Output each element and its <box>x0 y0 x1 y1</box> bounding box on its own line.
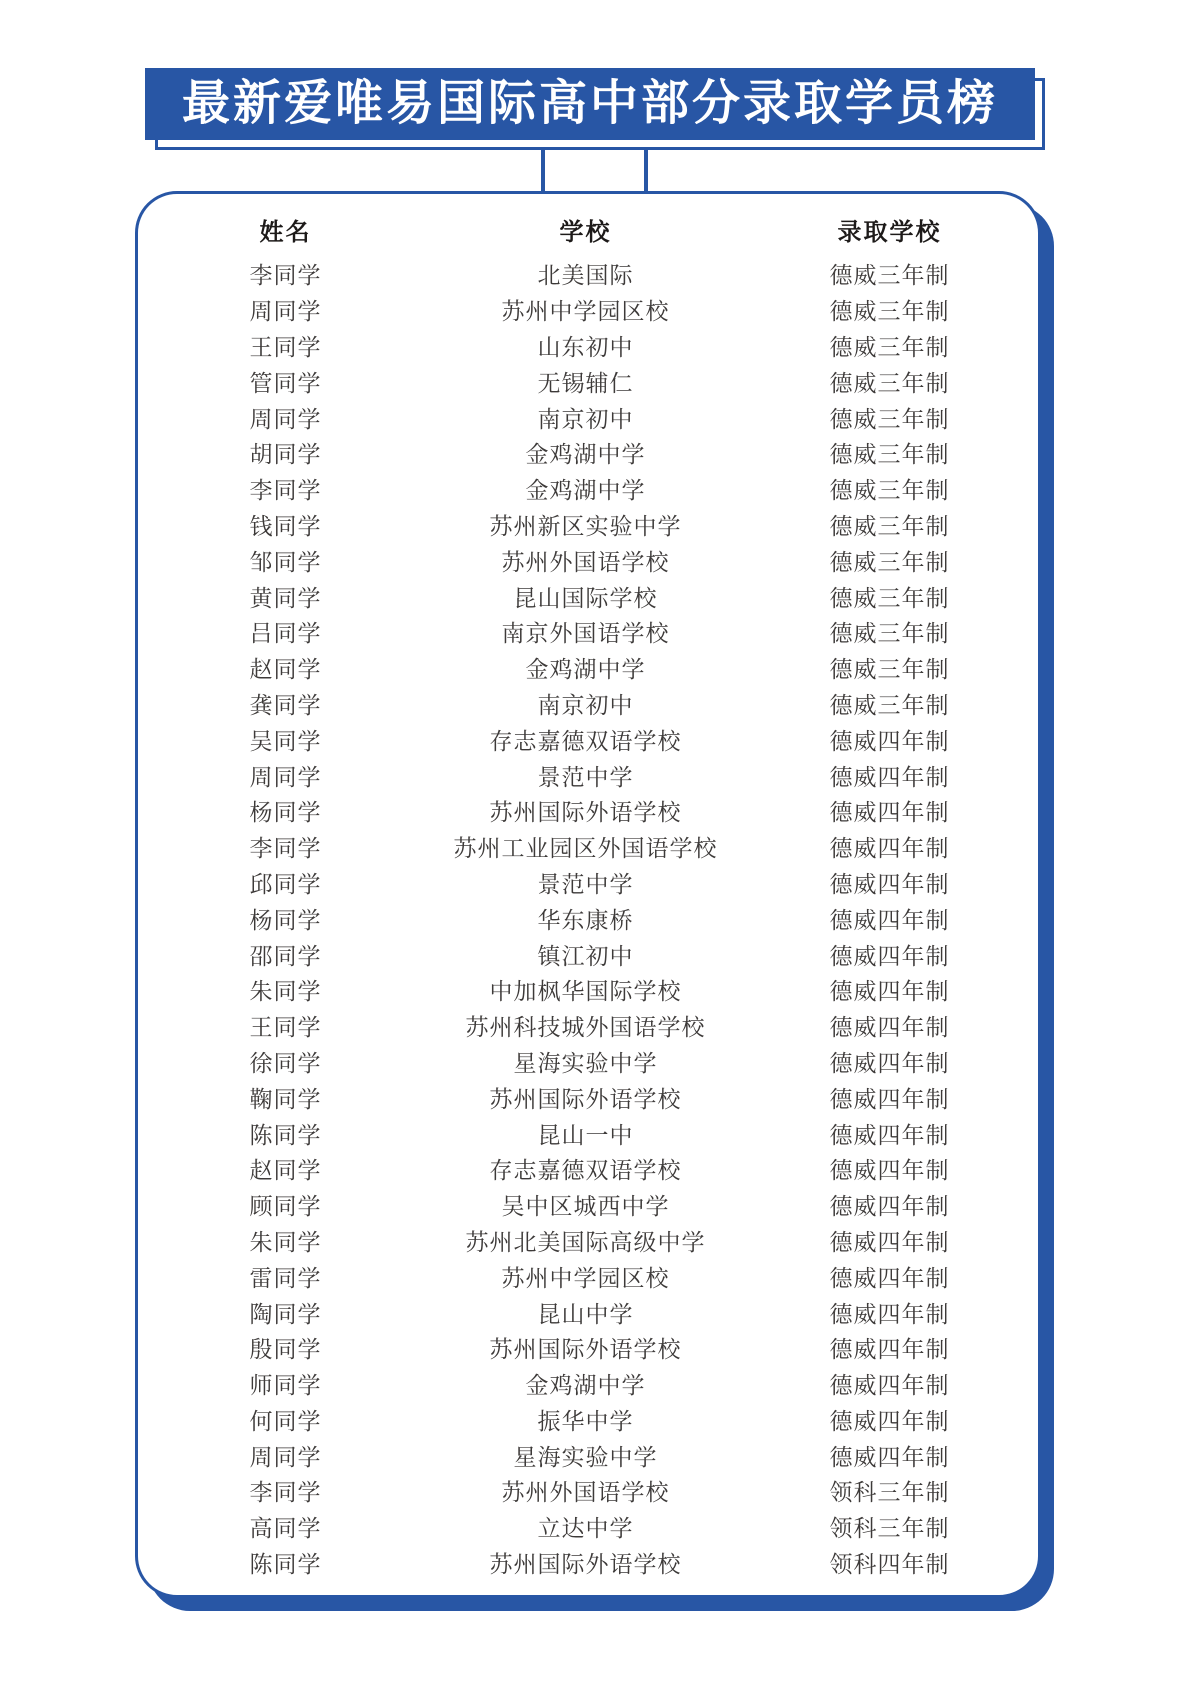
student-name-cell: 陈同学 <box>249 1121 322 1148</box>
table-row <box>138 865 1038 901</box>
table-row <box>138 1294 1038 1330</box>
admitted-school-cell: 德威三年制 <box>829 691 950 718</box>
origin-school-cell: 金鸡湖中学 <box>525 1372 646 1399</box>
table-row <box>138 1115 1038 1151</box>
admitted-school-cell: 德威四年制 <box>829 799 950 826</box>
origin-school-cell: 苏州外国语学校 <box>501 1479 670 1506</box>
table-row <box>138 721 1038 757</box>
admitted-school-cell: 德威四年制 <box>829 1157 950 1184</box>
table-row <box>138 1008 1038 1044</box>
student-name-cell: 徐同学 <box>249 1049 322 1076</box>
student-name-cell: 顾同学 <box>249 1193 322 1220</box>
student-name-cell: 李同学 <box>249 835 322 862</box>
table-row <box>138 1330 1038 1366</box>
table-row <box>138 256 1038 292</box>
student-name-cell: 师同学 <box>249 1372 322 1399</box>
table-row <box>138 1151 1038 1187</box>
table-row <box>138 1079 1038 1115</box>
admitted-school-cell: 德威三年制 <box>829 405 950 432</box>
table-row <box>138 471 1038 507</box>
admitted-school-cell: 德威四年制 <box>829 1228 950 1255</box>
table-header-row <box>138 208 1038 250</box>
origin-school-cell: 立达中学 <box>537 1515 634 1542</box>
student-name-cell: 何同学 <box>249 1407 322 1434</box>
column-header-admitted-school: 录取学校 <box>837 218 942 246</box>
origin-school-cell: 南京外国语学校 <box>501 620 670 647</box>
origin-school-cell: 苏州北美国际高级中学 <box>465 1228 706 1255</box>
origin-school-cell: 星海实验中学 <box>513 1049 658 1076</box>
origin-school-cell: 星海实验中学 <box>513 1443 658 1470</box>
table-row <box>138 578 1038 614</box>
origin-school-cell: 苏州中学园区校 <box>501 298 670 325</box>
origin-school-cell: 苏州工业园区外国语学校 <box>453 835 718 862</box>
admitted-school-cell: 德威三年制 <box>829 369 950 396</box>
admitted-school-cell: 德威四年制 <box>829 1085 950 1112</box>
student-name-cell: 李同学 <box>249 1479 322 1506</box>
table-row <box>138 650 1038 686</box>
student-name-cell: 钱同学 <box>249 512 322 539</box>
origin-school-cell: 振华中学 <box>537 1407 634 1434</box>
origin-school-cell: 苏州国际外语学校 <box>489 1085 682 1112</box>
origin-school-cell: 吴中区城西中学 <box>501 1193 670 1220</box>
origin-school-cell: 景范中学 <box>537 763 634 790</box>
origin-school-cell: 存志嘉德双语学校 <box>489 1157 682 1184</box>
table-row <box>138 686 1038 722</box>
admitted-school-cell: 德威四年制 <box>829 906 950 933</box>
origin-school-cell: 苏州外国语学校 <box>501 548 670 575</box>
table-row <box>138 292 1038 328</box>
origin-school-cell: 北美国际 <box>537 262 634 289</box>
table-row <box>138 507 1038 543</box>
admitted-school-cell: 德威三年制 <box>829 298 950 325</box>
admitted-school-cell: 德威四年制 <box>829 942 950 969</box>
origin-school-cell: 中加枫华国际学校 <box>489 978 682 1005</box>
origin-school-cell: 苏州国际外语学校 <box>489 1336 682 1363</box>
admitted-school-cell: 德威四年制 <box>829 1049 950 1076</box>
student-name-cell: 周同学 <box>249 763 322 790</box>
admitted-school-cell: 德威四年制 <box>829 727 950 754</box>
table-row <box>138 900 1038 936</box>
table-row <box>138 936 1038 972</box>
student-name-cell: 高同学 <box>249 1515 322 1542</box>
student-name-cell: 李同学 <box>249 477 322 504</box>
origin-school-cell: 昆山国际学校 <box>513 584 658 611</box>
student-name-cell: 鞠同学 <box>249 1085 322 1112</box>
origin-school-cell: 苏州科技城外国语学校 <box>465 1014 706 1041</box>
connector-line-left <box>541 147 545 194</box>
title-banner <box>145 68 1035 140</box>
admitted-school-cell: 德威四年制 <box>829 978 950 1005</box>
admitted-school-cell: 德威四年制 <box>829 1193 950 1220</box>
table-row <box>138 1545 1038 1581</box>
student-name-cell: 杨同学 <box>249 906 322 933</box>
student-name-cell: 周同学 <box>249 298 322 325</box>
admitted-school-cell: 德威三年制 <box>829 333 950 360</box>
admitted-school-cell: 德威四年制 <box>829 1443 950 1470</box>
admitted-school-cell: 德威三年制 <box>829 548 950 575</box>
student-name-cell: 朱同学 <box>249 1228 322 1255</box>
student-name-cell: 陈同学 <box>249 1551 322 1578</box>
student-name-cell: 雷同学 <box>249 1264 322 1291</box>
admitted-school-cell: 领科三年制 <box>829 1515 950 1542</box>
student-name-cell: 王同学 <box>249 333 322 360</box>
admitted-school-cell: 德威三年制 <box>829 441 950 468</box>
student-name-cell: 李同学 <box>249 262 322 289</box>
admitted-school-cell: 德威三年制 <box>829 584 950 611</box>
table-row <box>138 793 1038 829</box>
table-row <box>138 1187 1038 1223</box>
column-header-name: 姓名 <box>259 218 312 246</box>
table-row <box>138 757 1038 793</box>
admitted-school-cell: 德威四年制 <box>829 1407 950 1434</box>
table-row <box>138 1473 1038 1509</box>
student-name-cell: 周同学 <box>249 1443 322 1470</box>
student-name-cell: 管同学 <box>249 369 322 396</box>
student-name-cell: 邱同学 <box>249 870 322 897</box>
table-row <box>138 363 1038 399</box>
admission-list-card <box>135 191 1041 1598</box>
admitted-school-cell: 德威四年制 <box>829 1264 950 1291</box>
student-name-cell: 黄同学 <box>249 584 322 611</box>
admitted-school-cell: 德威四年制 <box>829 1300 950 1327</box>
student-name-cell: 陶同学 <box>249 1300 322 1327</box>
admitted-school-cell: 德威四年制 <box>829 1372 950 1399</box>
admitted-school-cell: 德威四年制 <box>829 763 950 790</box>
origin-school-cell: 景范中学 <box>537 870 634 897</box>
origin-school-cell: 金鸡湖中学 <box>525 441 646 468</box>
admitted-school-cell: 德威三年制 <box>829 512 950 539</box>
student-name-cell: 赵同学 <box>249 1157 322 1184</box>
origin-school-cell: 存志嘉德双语学校 <box>489 727 682 754</box>
student-name-cell: 邹同学 <box>249 548 322 575</box>
student-name-cell: 杨同学 <box>249 799 322 826</box>
table-row <box>138 1402 1038 1438</box>
student-name-cell: 胡同学 <box>249 441 322 468</box>
origin-school-cell: 昆山一中 <box>537 1121 634 1148</box>
origin-school-cell: 金鸡湖中学 <box>525 656 646 683</box>
origin-school-cell: 苏州国际外语学校 <box>489 1551 682 1578</box>
table-row <box>138 614 1038 650</box>
table-row <box>138 1223 1038 1259</box>
origin-school-cell: 无锡辅仁 <box>537 369 634 396</box>
page-title: 最新爱唯易国际高中部分录取学员榜 <box>181 77 998 130</box>
student-name-cell: 朱同学 <box>249 978 322 1005</box>
student-name-cell: 吴同学 <box>249 727 322 754</box>
table-row <box>138 972 1038 1008</box>
admitted-school-cell: 德威三年制 <box>829 656 950 683</box>
admitted-school-cell: 德威四年制 <box>829 1121 950 1148</box>
student-name-cell: 吕同学 <box>249 620 322 647</box>
table-row <box>138 1509 1038 1545</box>
origin-school-cell: 华东康桥 <box>537 906 634 933</box>
connector-line-right <box>644 147 648 194</box>
table-row <box>138 829 1038 865</box>
table-row <box>138 1044 1038 1080</box>
admitted-school-cell: 德威三年制 <box>829 477 950 504</box>
table-row <box>138 1258 1038 1294</box>
origin-school-cell: 昆山中学 <box>537 1300 634 1327</box>
admitted-school-cell: 领科三年制 <box>829 1479 950 1506</box>
admitted-school-cell: 德威三年制 <box>829 262 950 289</box>
student-name-cell: 赵同学 <box>249 656 322 683</box>
origin-school-cell: 苏州中学园区校 <box>501 1264 670 1291</box>
origin-school-cell: 苏州国际外语学校 <box>489 799 682 826</box>
student-name-cell: 王同学 <box>249 1014 322 1041</box>
origin-school-cell: 苏州新区实验中学 <box>489 512 682 539</box>
admitted-school-cell: 德威四年制 <box>829 870 950 897</box>
origin-school-cell: 南京初中 <box>537 691 634 718</box>
column-header-school: 学校 <box>559 218 612 246</box>
admitted-school-cell: 德威四年制 <box>829 1336 950 1363</box>
student-name-cell: 龚同学 <box>249 691 322 718</box>
table-row <box>138 1366 1038 1402</box>
admission-table-body <box>138 256 1038 1580</box>
table-row <box>138 542 1038 578</box>
table-row <box>138 435 1038 471</box>
table-row <box>138 1437 1038 1473</box>
table-row <box>138 399 1038 435</box>
origin-school-cell: 山东初中 <box>537 333 634 360</box>
student-name-cell: 殷同学 <box>249 1336 322 1363</box>
student-name-cell: 邵同学 <box>249 942 322 969</box>
student-name-cell: 周同学 <box>249 405 322 432</box>
table-row <box>138 328 1038 364</box>
admitted-school-cell: 德威四年制 <box>829 835 950 862</box>
origin-school-cell: 镇江初中 <box>537 942 634 969</box>
admitted-school-cell: 领科四年制 <box>829 1551 950 1578</box>
admitted-school-cell: 德威三年制 <box>829 620 950 647</box>
origin-school-cell: 金鸡湖中学 <box>525 477 646 504</box>
origin-school-cell: 南京初中 <box>537 405 634 432</box>
admitted-school-cell: 德威四年制 <box>829 1014 950 1041</box>
